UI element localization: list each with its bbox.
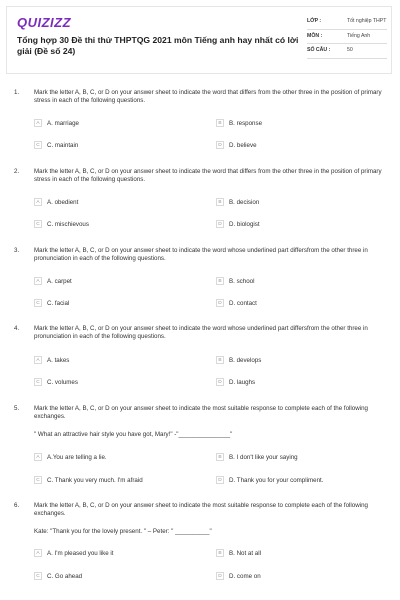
question-number: 1.	[14, 89, 20, 96]
worksheet-title: Tổng hợp 30 Đề thi thử THPTQG 2021 môn Tiếng anh hay nhất có lời giải (Đề số 24)	[17, 35, 299, 56]
option-text: A. carpet	[47, 277, 72, 285]
option-letter-box: B	[216, 198, 224, 206]
option-c[interactable]	[34, 378, 78, 386]
option-d[interactable]	[216, 572, 261, 580]
option-text: D. Thank you for your compliment.	[229, 476, 324, 484]
option-c[interactable]	[34, 299, 69, 307]
option-text: B. develops	[229, 356, 262, 364]
meta-value: Tiếng Anh	[347, 32, 371, 39]
option-text: C. mischievous	[47, 220, 89, 228]
question-text: Mark the letter A, B, C, or D on your answer sheet to indicate the word whose underlined part differsfrom the other three in pronunciation in each of the following questions.	[34, 325, 368, 341]
option-letter-box: C	[34, 476, 42, 484]
question-text: Mark the letter A, B, C, or D on your answer sheet to indicate the word whose underlined part differsfrom the other three in pronunciation in each of the following questions.	[34, 247, 368, 263]
question-number: 4.	[14, 325, 20, 332]
option-b[interactable]	[216, 356, 261, 364]
meta-label: SỐ CÂU :	[307, 47, 331, 53]
question-prompt: Kate: "Thank you for the lovely present. " – Peter: " __________"	[34, 528, 212, 535]
option-text: A. I'm pleased you like it	[47, 549, 114, 557]
option-letter-box: D	[216, 220, 224, 228]
option-letter-box: C	[34, 572, 42, 580]
option-b[interactable]	[216, 198, 259, 206]
option-letter-box: C	[34, 141, 42, 149]
option-a[interactable]	[34, 453, 107, 461]
option-letter-box: B	[216, 549, 224, 557]
option-text: B. Not at all	[229, 549, 261, 557]
option-text: B. decision	[229, 198, 260, 206]
option-d[interactable]	[216, 141, 257, 149]
question-text: Mark the letter A, B, C, or D on your answer sheet to indicate the word that differs from the other three in the position of primary stress in each of the following questions.	[34, 89, 382, 105]
meta-row-subject	[307, 30, 387, 45]
question-number: 6.	[14, 502, 20, 509]
meta-value: Tốt nghiệp THPT	[347, 18, 387, 24]
question-text: Mark the letter A, B, C, or D on your answer sheet to indicate the most suitable response to complete each of the following exchanges.	[34, 405, 368, 421]
option-a[interactable]	[34, 198, 78, 206]
question-text: Mark the letter A, B, C, or D on your answer sheet to indicate the most suitable response to complete each of the following exchanges.	[34, 502, 368, 518]
option-a[interactable]	[34, 119, 79, 127]
option-text: D. believe	[229, 141, 257, 149]
option-text: A. obedient	[47, 198, 79, 206]
option-letter-box: B	[216, 119, 224, 127]
option-text: B. school	[229, 277, 255, 285]
option-a[interactable]	[34, 277, 72, 285]
meta-label: LỚP :	[307, 18, 322, 24]
worksheet-meta	[307, 15, 387, 59]
option-letter-box: A	[34, 198, 42, 206]
option-b[interactable]	[216, 119, 262, 127]
option-letter-box: C	[34, 299, 42, 307]
option-letter-box: D	[216, 299, 224, 307]
option-d[interactable]	[216, 378, 255, 386]
option-letter-box: D	[216, 476, 224, 484]
question-prompt: " What an attractive hair style you have got, Mary!" -"_______________"	[34, 431, 233, 438]
option-a[interactable]	[34, 549, 114, 557]
option-letter-box: C	[34, 220, 42, 228]
option-text: D. contact	[229, 299, 257, 307]
option-letter-box: A	[34, 277, 42, 285]
option-text: A. marriage	[47, 119, 79, 127]
option-d[interactable]	[216, 476, 323, 484]
option-text: C. Go ahead	[47, 572, 83, 580]
option-letter-box: B	[216, 277, 224, 285]
option-letter-box: A	[34, 356, 42, 364]
question-text: Mark the letter A, B, C, or D on your answer sheet to indicate the word that differs from the other three in the position of primary stress in each of the following questions.	[34, 168, 382, 184]
meta-value: 50	[347, 47, 353, 53]
option-letter-box: D	[216, 141, 224, 149]
option-b[interactable]	[216, 549, 261, 557]
question-number: 3.	[14, 247, 20, 254]
option-text: C. facial	[47, 299, 70, 307]
option-text: D. biologist	[229, 220, 260, 228]
option-b[interactable]	[216, 277, 254, 285]
option-letter-box: A	[34, 453, 42, 461]
option-letter-box: A	[34, 549, 42, 557]
question-number: 5.	[14, 405, 20, 412]
option-letter-box: B	[216, 453, 224, 461]
option-text: D. laughs	[229, 378, 256, 386]
quizizz-logo: QUIZIZZ	[17, 15, 72, 30]
question-number: 2.	[14, 168, 20, 175]
option-c[interactable]	[34, 141, 78, 149]
option-text: C. volumes	[47, 378, 78, 386]
option-d[interactable]	[216, 299, 257, 307]
meta-row-count	[307, 44, 387, 59]
option-text: A.You are telling a lie.	[47, 453, 107, 461]
option-letter-box: C	[34, 378, 42, 386]
option-text: C. Thank you very much. I'm afraid	[47, 476, 143, 484]
option-c[interactable]	[34, 572, 82, 580]
option-c[interactable]	[34, 220, 89, 228]
option-letter-box: A	[34, 119, 42, 127]
option-a[interactable]	[34, 356, 69, 364]
worksheet-header	[6, 6, 392, 74]
meta-row-class	[307, 15, 387, 30]
option-text: D. come on	[229, 572, 261, 580]
option-c[interactable]	[34, 476, 143, 484]
option-letter-box: D	[216, 572, 224, 580]
option-letter-box: B	[216, 356, 224, 364]
option-d[interactable]	[216, 220, 260, 228]
option-text: B. response	[229, 119, 263, 127]
option-letter-box: D	[216, 378, 224, 386]
option-text: C. maintain	[47, 141, 79, 149]
option-text: B. I don't like your saying	[229, 453, 298, 461]
option-text: A. takes	[47, 356, 70, 364]
option-b[interactable]	[216, 453, 298, 461]
meta-label: MÔN :	[307, 32, 323, 39]
